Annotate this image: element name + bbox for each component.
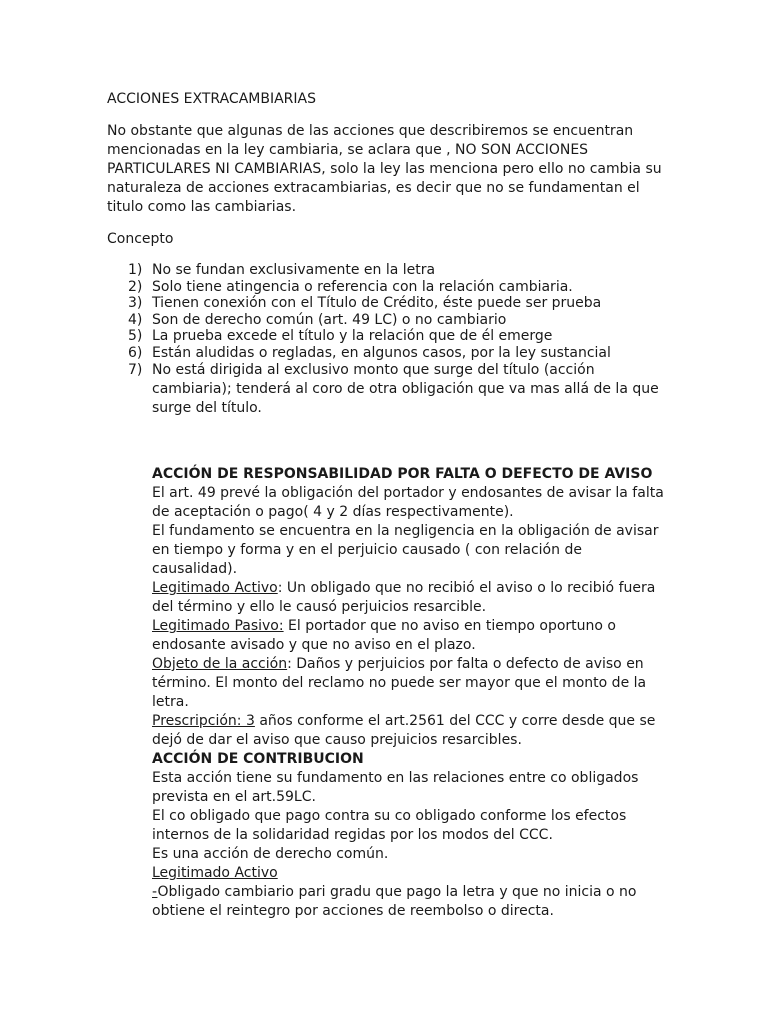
paragraph-line: El co obligado que pago contra su co obligado conforme los efectos	[152, 808, 627, 824]
paragraph-line: internos de la solidaridad regidas por los modos del CCC.	[152, 827, 553, 843]
legitimado-activo-text: Obligado cambiario pari gradu que pago la letra y que no inicia o no	[157, 884, 637, 900]
intro-line: No obstante que algunas de las acciones que describiremos se encuentran	[107, 123, 634, 139]
objeto-line	[152, 655, 672, 674]
objeto-label: Objeto de la acción	[152, 656, 288, 672]
list-text: Son de derecho común (art. 49 LC) o no cambiario	[152, 311, 507, 328]
list-number: 5)	[128, 328, 143, 344]
legitimado-pasivo-text: El portador que no aviso en tiempo oportuno o	[283, 618, 616, 634]
paragraph-line: El fundamento se encuentra en la negligencia en la obligación de avisar	[152, 523, 659, 539]
paragraph-line: causalidad).	[152, 561, 238, 577]
list-number: 7)	[128, 362, 143, 378]
paragraph-line: letra.	[152, 694, 189, 710]
list-item	[128, 328, 668, 345]
legitimado-activo-line	[152, 579, 672, 598]
paragraph-line: término. El monto del reclamo no puede ser mayor que el monto de la	[152, 675, 647, 691]
list-number: 4)	[128, 311, 143, 328]
list-item	[128, 295, 668, 312]
objeto-text: : Daños y perjuicios por falta o defecto de aviso en	[287, 656, 644, 672]
concepto-label: Concepto	[107, 231, 174, 247]
paragraph-line: del término y ello le causó perjuicios resarcible.	[152, 599, 487, 615]
legitimado-pasivo-label: Legitimado Pasivo:	[152, 618, 284, 634]
paragraph-line: El art. 49 prevé la obligación del portador y endosantes de avisar la falta	[152, 485, 664, 501]
legitimado-pasivo-line	[152, 617, 672, 636]
dash-marker: -	[152, 884, 158, 900]
list-text: Tienen conexión con el Título de Crédito, éste puede ser prueba	[152, 295, 602, 311]
intro-line: naturaleza de acciones extracambiarias, es decir que no se fundamentan el	[107, 180, 640, 196]
list-number: 6)	[128, 344, 143, 361]
paragraph-line: Es una acción de derecho común.	[152, 846, 389, 862]
list-number: 2)	[128, 278, 143, 295]
list-text: Solo tiene atingencia o referencia con la relación cambiaria.	[152, 278, 573, 295]
list-text	[152, 361, 668, 418]
paragraph-line: obtiene el reintegro por acciones de reembolso o directa.	[152, 903, 554, 919]
legitimado-activo-label: Legitimado Activo	[152, 580, 278, 596]
list-number: 3)	[128, 295, 143, 311]
list-item	[128, 279, 668, 296]
list-item	[128, 312, 668, 329]
list-text: No se fundan exclusivamente en la letra	[152, 262, 436, 278]
prescripcion-label: Prescripción: 3	[152, 713, 255, 729]
list-text-line: surge del título.	[152, 400, 262, 416]
paragraph-line: en tiempo y forma y en el perjuicio causado ( con relación de	[152, 542, 582, 558]
list-text-line: No está dirigida al exclusivo monto que surge del título (acción	[152, 362, 595, 378]
document-title: ACCIONES EXTRACAMBIARIAS	[107, 91, 316, 107]
intro-paragraph	[107, 122, 667, 217]
intro-line: titulo como las cambiarias.	[107, 199, 297, 215]
list-text: Están aludidas o regladas, en algunos casos, por la ley sustancial	[152, 344, 611, 361]
section-heading: ACCIÓN DE CONTRIBUCION	[152, 751, 364, 767]
legitimado-activo-text: : Un obligado que no recibió el aviso o lo recibió fuera	[277, 580, 656, 596]
section-responsabilidad	[152, 465, 672, 750]
legitimado-activo-line	[152, 883, 672, 902]
paragraph-line: dejó de dar el aviso que causo prejuicios resarcibles.	[152, 732, 522, 748]
list-text-line: cambiaria); tenderá al coro de otra obligación que va mas allá de la que	[152, 381, 659, 397]
section-contribucion	[152, 750, 672, 921]
list-item	[128, 345, 668, 362]
prescripcion-text: años conforme el art.2561 del CCC y corre desde que se	[254, 713, 656, 729]
list-item	[128, 262, 668, 279]
legitimado-activo-label: Legitimado Activo	[152, 865, 278, 881]
concepto-list	[128, 262, 668, 418]
list-text: La prueba excede el título y la relación que de él emerge	[152, 328, 553, 344]
list-number: 1)	[128, 262, 143, 278]
intro-line: mencionadas en la ley cambiaria, se aclara que , NO SON ACCIONES	[107, 142, 589, 158]
paragraph-line: de aceptación o pago( 4 y 2 días respectivamente).	[152, 504, 514, 520]
paragraph-line: Esta acción tiene su fundamento en las relaciones entre co obligados	[152, 770, 639, 786]
paragraph-line: endosante avisado y que no aviso en el plazo.	[152, 637, 476, 653]
intro-line: PARTICULARES NI CAMBIARIAS, solo la ley las menciona pero ello no cambia su	[107, 161, 662, 177]
section-heading: ACCIÓN DE RESPONSABILIDAD POR FALTA O DEFECTO DE AVISO	[152, 466, 653, 482]
prescripcion-line	[152, 712, 672, 731]
paragraph-line: prevista en el art.59LC.	[152, 789, 316, 805]
list-item	[128, 361, 668, 418]
